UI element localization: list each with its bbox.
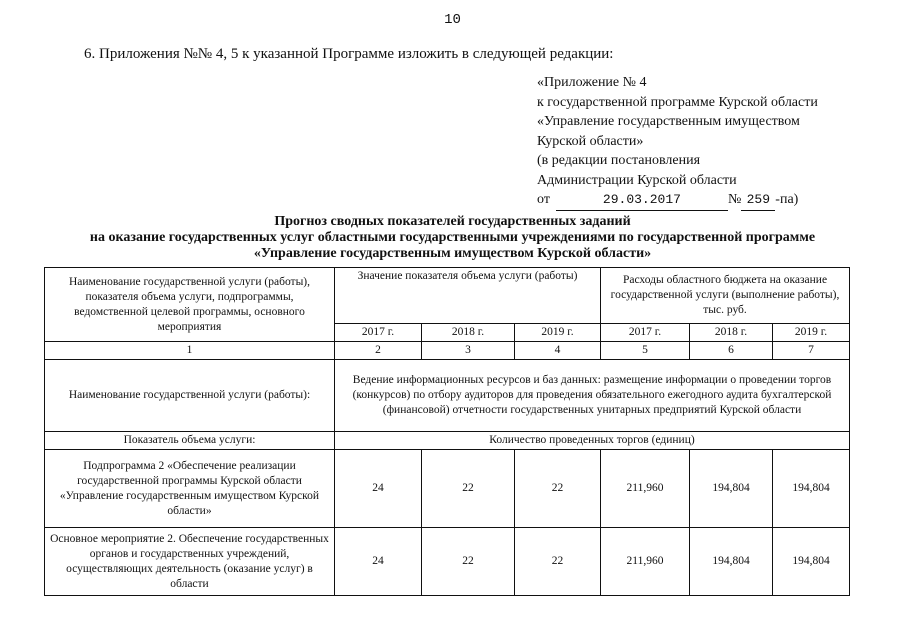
year-cell: 2017 г.: [335, 324, 422, 342]
document-title: [0, 214, 905, 262]
decree-date-line: [537, 190, 818, 211]
column-number: 5: [601, 342, 690, 360]
year-cell: 2018 г.: [690, 324, 773, 342]
column-number: 2: [335, 342, 422, 360]
table-row: [45, 528, 850, 596]
indicator-label: Показатель объема услуги:: [45, 432, 335, 450]
value-cell: 22: [515, 528, 601, 596]
column-number: 4: [515, 342, 601, 360]
row-name: Подпрограмма 2 «Обеспечение реализации государственной программы Курской области «Управление государственным имуществом Курской области»: [45, 450, 335, 528]
column-number: 3: [422, 342, 515, 360]
value-cell: 22: [422, 528, 515, 596]
decree-number: 259: [741, 190, 775, 211]
appendix-line: «Приложение № 4: [537, 75, 647, 90]
forecast-table: [44, 267, 850, 596]
column-number: 7: [773, 342, 850, 360]
year-cell: 2019 г.: [515, 324, 601, 342]
value-cell: 211,960: [601, 450, 690, 528]
appendix-line: Администрации Курской области: [537, 172, 737, 188]
title-line: Прогноз сводных показателей государственных заданий: [274, 214, 631, 229]
decree-suffix: -па): [775, 192, 799, 207]
intro-paragraph: 6. Приложения №№ 4, 5 к указанной Программе изложить в следующей редакции:: [84, 46, 614, 62]
table-header-row: [45, 268, 850, 324]
from-label: от: [537, 192, 550, 207]
row-name: Основное мероприятие 2. Обеспечение государственных органов и государственных учреждений, осуществляющих деятельность (оказание услуг) в области: [45, 528, 335, 596]
year-cell: 2018 г.: [422, 324, 515, 342]
appendix-line: «Управление государственным имуществом: [537, 114, 800, 129]
appendix-line: Курской области»: [537, 133, 644, 149]
title-line: «Управление государственным имуществом Курской области»: [253, 246, 652, 261]
year-cell: 2019 г.: [773, 324, 850, 342]
value-cell: 194,804: [690, 450, 773, 528]
value-cell: 22: [422, 450, 515, 528]
header-volume: Значение показателя объема услуги (работы): [335, 268, 601, 324]
value-cell: 22: [515, 450, 601, 528]
service-label: Наименование государственной услуги (работы):: [45, 360, 335, 432]
service-value: Ведение информационных ресурсов и баз данных: размещение информации о проведении торгов (конкурсов) по отбору аудиторов для проведения обязательного ежегодного аудита бухгалтерской (финансовой) отчетности государственных унитарных предприятий Курской области: [335, 360, 850, 432]
decree-date: 29.03.2017: [556, 190, 728, 211]
indicator-row: [45, 432, 850, 450]
value-cell: 194,804: [773, 528, 850, 596]
page-number: 10: [444, 12, 461, 28]
value-cell: 211,960: [601, 528, 690, 596]
appendix-reference: [537, 73, 818, 211]
indicator-value: Количество проведенных торгов (единиц): [335, 432, 850, 450]
value-cell: 194,804: [690, 528, 773, 596]
value-cell: 24: [335, 450, 422, 528]
column-number-row: [45, 342, 850, 360]
table-row: [45, 450, 850, 528]
header-name-column: Наименование государственной услуги (работы), показателя объема услуги, подпрограммы, ведомственной целевой программы, основного мероприятия: [45, 268, 335, 342]
column-number: 6: [690, 342, 773, 360]
header-expenses: Расходы областного бюджета на оказание государственной услуги (выполнение работы), тыс. руб.: [601, 268, 850, 324]
service-row: [45, 360, 850, 432]
appendix-line: к государственной программе Курской области: [537, 94, 818, 110]
value-cell: 194,804: [773, 450, 850, 528]
title-line: на оказание государственных услуг областными государственными учреждениями по государственной программе: [89, 230, 816, 245]
appendix-line: (в редакции постановления: [537, 153, 701, 168]
number-sign: №: [727, 192, 742, 207]
year-cell: 2017 г.: [601, 324, 690, 342]
value-cell: 24: [335, 528, 422, 596]
column-number: 1: [45, 342, 335, 360]
